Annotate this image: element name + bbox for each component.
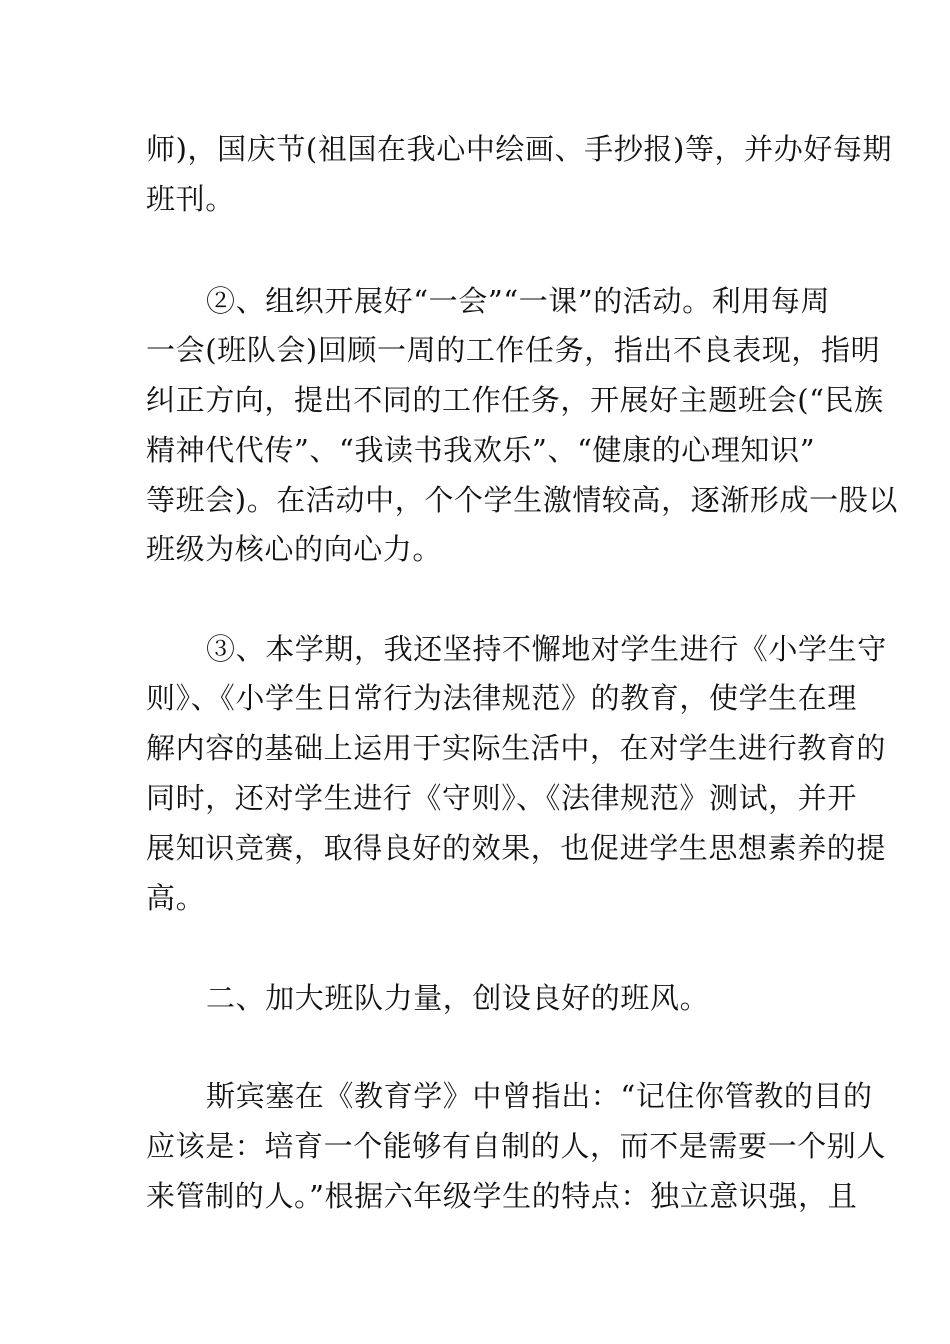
paragraph-line: 来管制的人。”根据六年级学生的特点：独立意识强，且 <box>146 1179 858 1213</box>
paragraph-line: 师)，国庆节(祖国在我心中绘画、手抄报)等，并办好每期 <box>146 132 893 166</box>
section-heading: 二、加大班队力量，创设良好的班风。 <box>206 981 710 1015</box>
paragraph-line: 展知识竞赛，取得良好的效果，也促进学生思想素养的提 <box>146 831 887 865</box>
paragraph-line: 高。 <box>146 881 206 915</box>
paragraph-line: 精神代代传”、“我读书我欢乐”、“健康的心理知识” <box>146 433 816 467</box>
paragraph-line: 等班会)。在活动中，个个学生激情较高，逐渐形成一股以 <box>146 483 898 517</box>
paragraph-line: 解内容的基础上运用于实际生活中，在对学生进行教育的 <box>146 731 887 765</box>
paragraph-line: 一会(班队会)回顾一周的工作任务，指出不良表现，指明 <box>146 333 881 367</box>
paragraph-line: 班级为核心的向心力。 <box>146 532 443 566</box>
paragraph-line: 纠正方向，提出不同的工作任务，开展好主题班会(“民族 <box>146 383 884 417</box>
paragraph-line: 班刊。 <box>146 182 235 216</box>
paragraph-line: ②、组织开展好“一会”“一课”的活动。利用每周 <box>206 284 831 318</box>
paragraph-line: 同时，还对学生进行《守则》、《法律规范》测试，并开 <box>146 781 858 815</box>
paragraph-line: 则》、《小学生日常行为法律规范》的教育，使学生在理 <box>146 681 858 715</box>
paragraph-line: 应该是：培育一个能够有自制的人，而不是需要一个别人 <box>146 1129 887 1163</box>
paragraph-line: ③、本学期，我还坚持不懈地对学生进行《小学生守 <box>206 632 887 666</box>
paragraph-line: 斯宾塞在《教育学》中曾指出：“记住你管教的目的 <box>206 1079 873 1113</box>
